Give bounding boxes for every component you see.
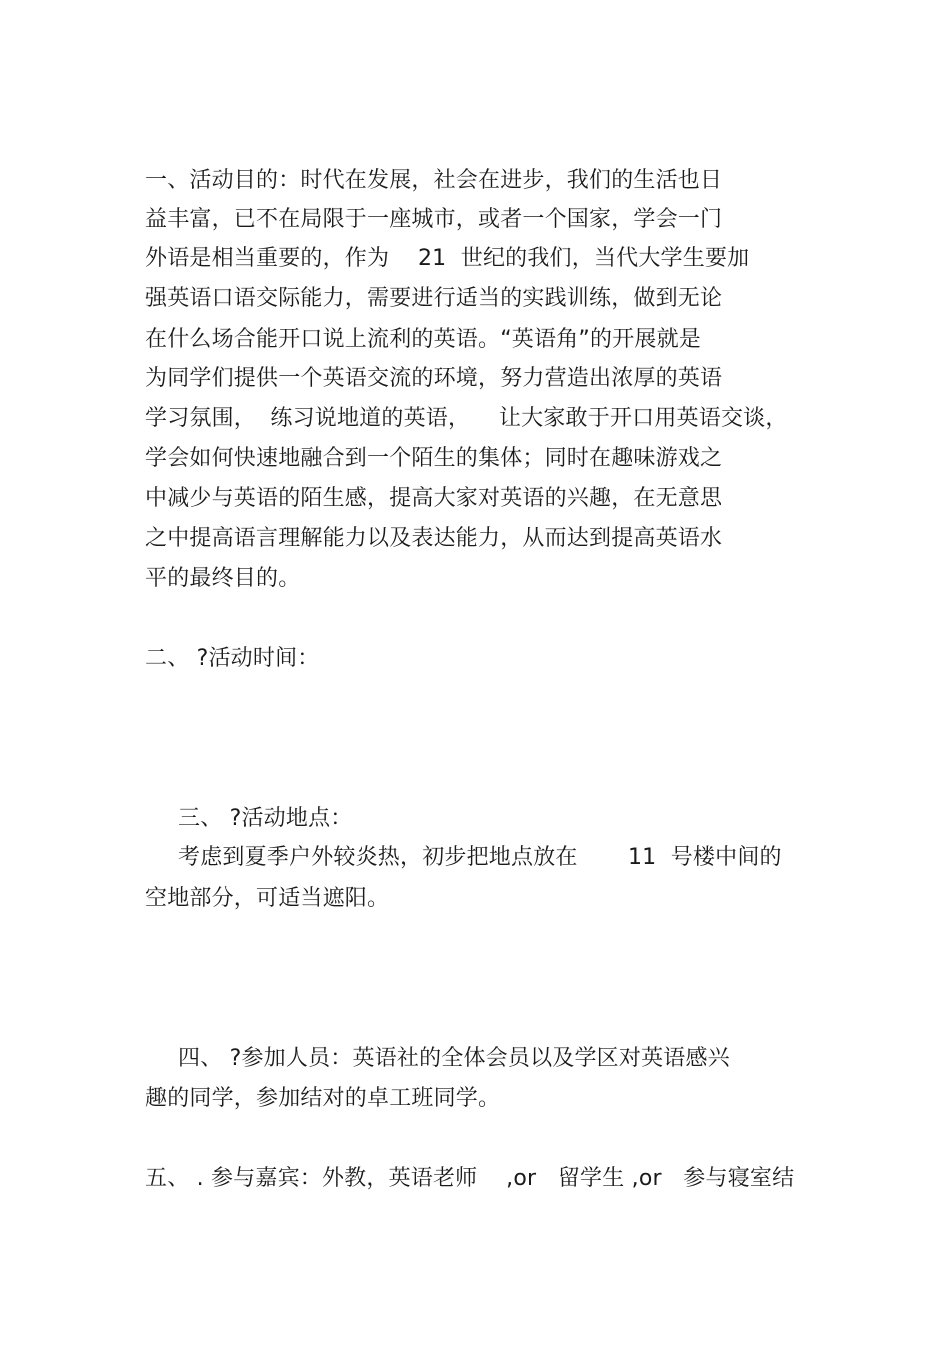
section4-line-2: 趣的同学，参加结对的卓工班同学。 — [145, 1086, 501, 1111]
section2-heading: 二、 ?活动时间： — [145, 646, 320, 671]
section3-line-2: 空地部分，可适当遮阳。 — [145, 886, 390, 911]
section1-line-6: 为同学们提供一个英语交流的环境，努力营造出浓厚的英语 — [145, 366, 723, 391]
section1-line-10: 之中提高语言理解能力以及表达能力，从而达到提高英语水 — [145, 526, 723, 551]
section1-line-5: 在什么场合能开口说上流利的英语。“英语角”的开展就是 — [145, 327, 701, 352]
section1-line-2: 益丰富，已不在局限于一座城市，或者一个国家，学会一门 — [145, 207, 723, 232]
section4-line-1: 四、 ?参加人员：英语社的全体会员以及学区对英语感兴 — [178, 1046, 730, 1071]
section3-line-1: 考虑到夏季户外较炎热，初步把地点放在 11 号楼中间的 — [178, 845, 782, 870]
section1-line-11: 平的最终目的。 — [145, 566, 301, 591]
section1-line-4: 强英语口语交际能力，需要进行适当的实践训练，做到无论 — [145, 286, 723, 311]
section1-line-3: 外语是相当重要的，作为 21 世纪的我们，当代大学生要加 — [145, 246, 750, 271]
section5-line: 五、 . 参与嘉宾：外教，英语老师 ,or 留学生 ,or 参与寝室结 — [145, 1166, 795, 1191]
section1-line-7: 学习氛围， 练习说地道的英语， 让大家敢于开口用英语交谈， — [145, 406, 788, 431]
section1-line-9: 中减少与英语的陌生感，提高大家对英语的兴趣，在无意思 — [145, 486, 723, 511]
section1-line-1: 一、活动目的：时代在发展，社会在进步，我们的生活也日 — [145, 168, 723, 193]
section3-heading: 三、 ?活动地点： — [178, 806, 353, 831]
section1-line-8: 学会如何快速地融合到一个陌生的集体；同时在趣味游戏之 — [145, 446, 723, 471]
